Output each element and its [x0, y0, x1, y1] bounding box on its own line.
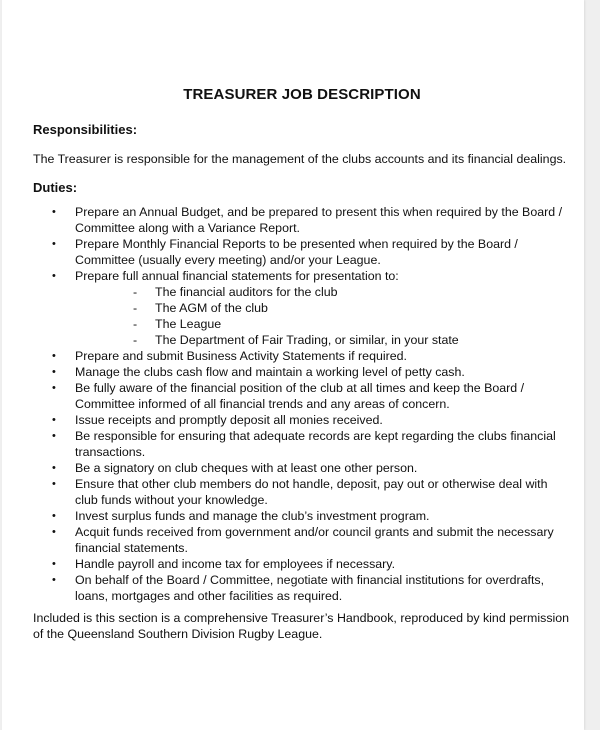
dash-icon: - [133, 317, 138, 331]
duties-list [33, 204, 563, 604]
duty-text: Manage the clubs cash flow and maintain a working level of petty cash. [75, 365, 465, 379]
list-item [33, 428, 563, 460]
recipient-text: The AGM of the club [155, 301, 268, 315]
dash-icon: - [133, 333, 138, 347]
bullet-icon: • [52, 414, 56, 426]
sub-list-item [75, 284, 563, 300]
recipient-text: The League [155, 317, 222, 331]
bullet-icon: • [52, 510, 56, 522]
duty-text: Prepare Monthly Financial Reports to be presented when required by the Board / Committee (usually every meeting) and/or your League. [75, 237, 518, 267]
list-item [33, 268, 563, 348]
duty-text: Issue receipts and promptly deposit all monies received. [75, 413, 383, 427]
list-item [33, 460, 563, 476]
duty-text: Be fully aware of the financial position of the club at all times and keep the Board / Committee informed of all financial trends and any areas of concern. [75, 381, 525, 411]
duty-text: Invest surplus funds and manage the club’s investment program. [75, 509, 430, 523]
duty-text: Prepare full annual financial statements for presentation to: [75, 269, 399, 283]
bullet-icon: • [52, 558, 56, 570]
duty-text: Prepare an Annual Budget, and be prepared to present this when required by the Board / Committee along with a Variance Report. [75, 205, 563, 235]
duty-text: Handle payroll and income tax for employees if necessary. [75, 557, 396, 571]
sub-list-item [75, 316, 563, 332]
recipient-text: The financial auditors for the club [155, 285, 338, 299]
duty-text: Prepare and submit Business Activity Statements if required. [75, 349, 407, 363]
bullet-icon: • [52, 206, 56, 218]
list-item [33, 380, 563, 412]
bullet-icon: • [52, 430, 56, 442]
list-item [33, 364, 563, 380]
sub-list-item [75, 332, 563, 348]
duty-text: On behalf of the Board / Committee, negotiate with financial institutions for overdrafts, loans, mortgages and other facilities as required. [75, 573, 545, 603]
list-item [33, 412, 563, 428]
recipient-text: The Department of Fair Trading, or similar, in your state [155, 333, 459, 347]
bullet-icon: • [52, 270, 56, 282]
footer-note: Included is this section is a comprehensive Treasurer’s Handbook, reproduced by kind permission of the Queensland Southern Division Rugby League. [33, 611, 570, 641]
bullet-icon: • [52, 238, 56, 250]
statement-recipients-list [75, 284, 563, 348]
list-item [33, 508, 563, 524]
document-title: TREASURER JOB DESCRIPTION [183, 86, 421, 103]
bullet-icon: • [52, 462, 56, 474]
bullet-icon: • [52, 366, 56, 378]
responsibilities-heading: Responsibilities: [33, 122, 138, 137]
duty-text: Be responsible for ensuring that adequate records are kept regarding the clubs financial transactions. [75, 429, 556, 459]
document-page [2, 0, 584, 730]
list-item [33, 348, 563, 364]
duty-text: Be a signatory on club cheques with at least one other person. [75, 461, 418, 475]
bullet-icon: • [52, 382, 56, 394]
dash-icon: - [133, 301, 138, 315]
list-item [33, 572, 563, 604]
list-item [33, 236, 563, 268]
bullet-icon: • [52, 478, 56, 490]
bullet-icon: • [52, 526, 56, 538]
duties-heading: Duties: [33, 180, 78, 195]
bullet-icon: • [52, 350, 56, 362]
responsibilities-text: The Treasurer is responsible for the management of the clubs accounts and its financial dealings. [33, 152, 567, 166]
duty-text: Acquit funds received from government and/or council grants and submit the necessary financial statements. [75, 525, 554, 555]
duty-text: Ensure that other club members do not handle, deposit, pay out or otherwise deal with club funds without your knowledge. [75, 477, 548, 507]
bullet-icon: • [52, 574, 56, 586]
dash-icon: - [133, 285, 138, 299]
sub-list-item [75, 300, 563, 316]
list-item [33, 204, 563, 236]
list-item [33, 476, 563, 508]
list-item [33, 556, 563, 572]
list-item [33, 524, 563, 556]
